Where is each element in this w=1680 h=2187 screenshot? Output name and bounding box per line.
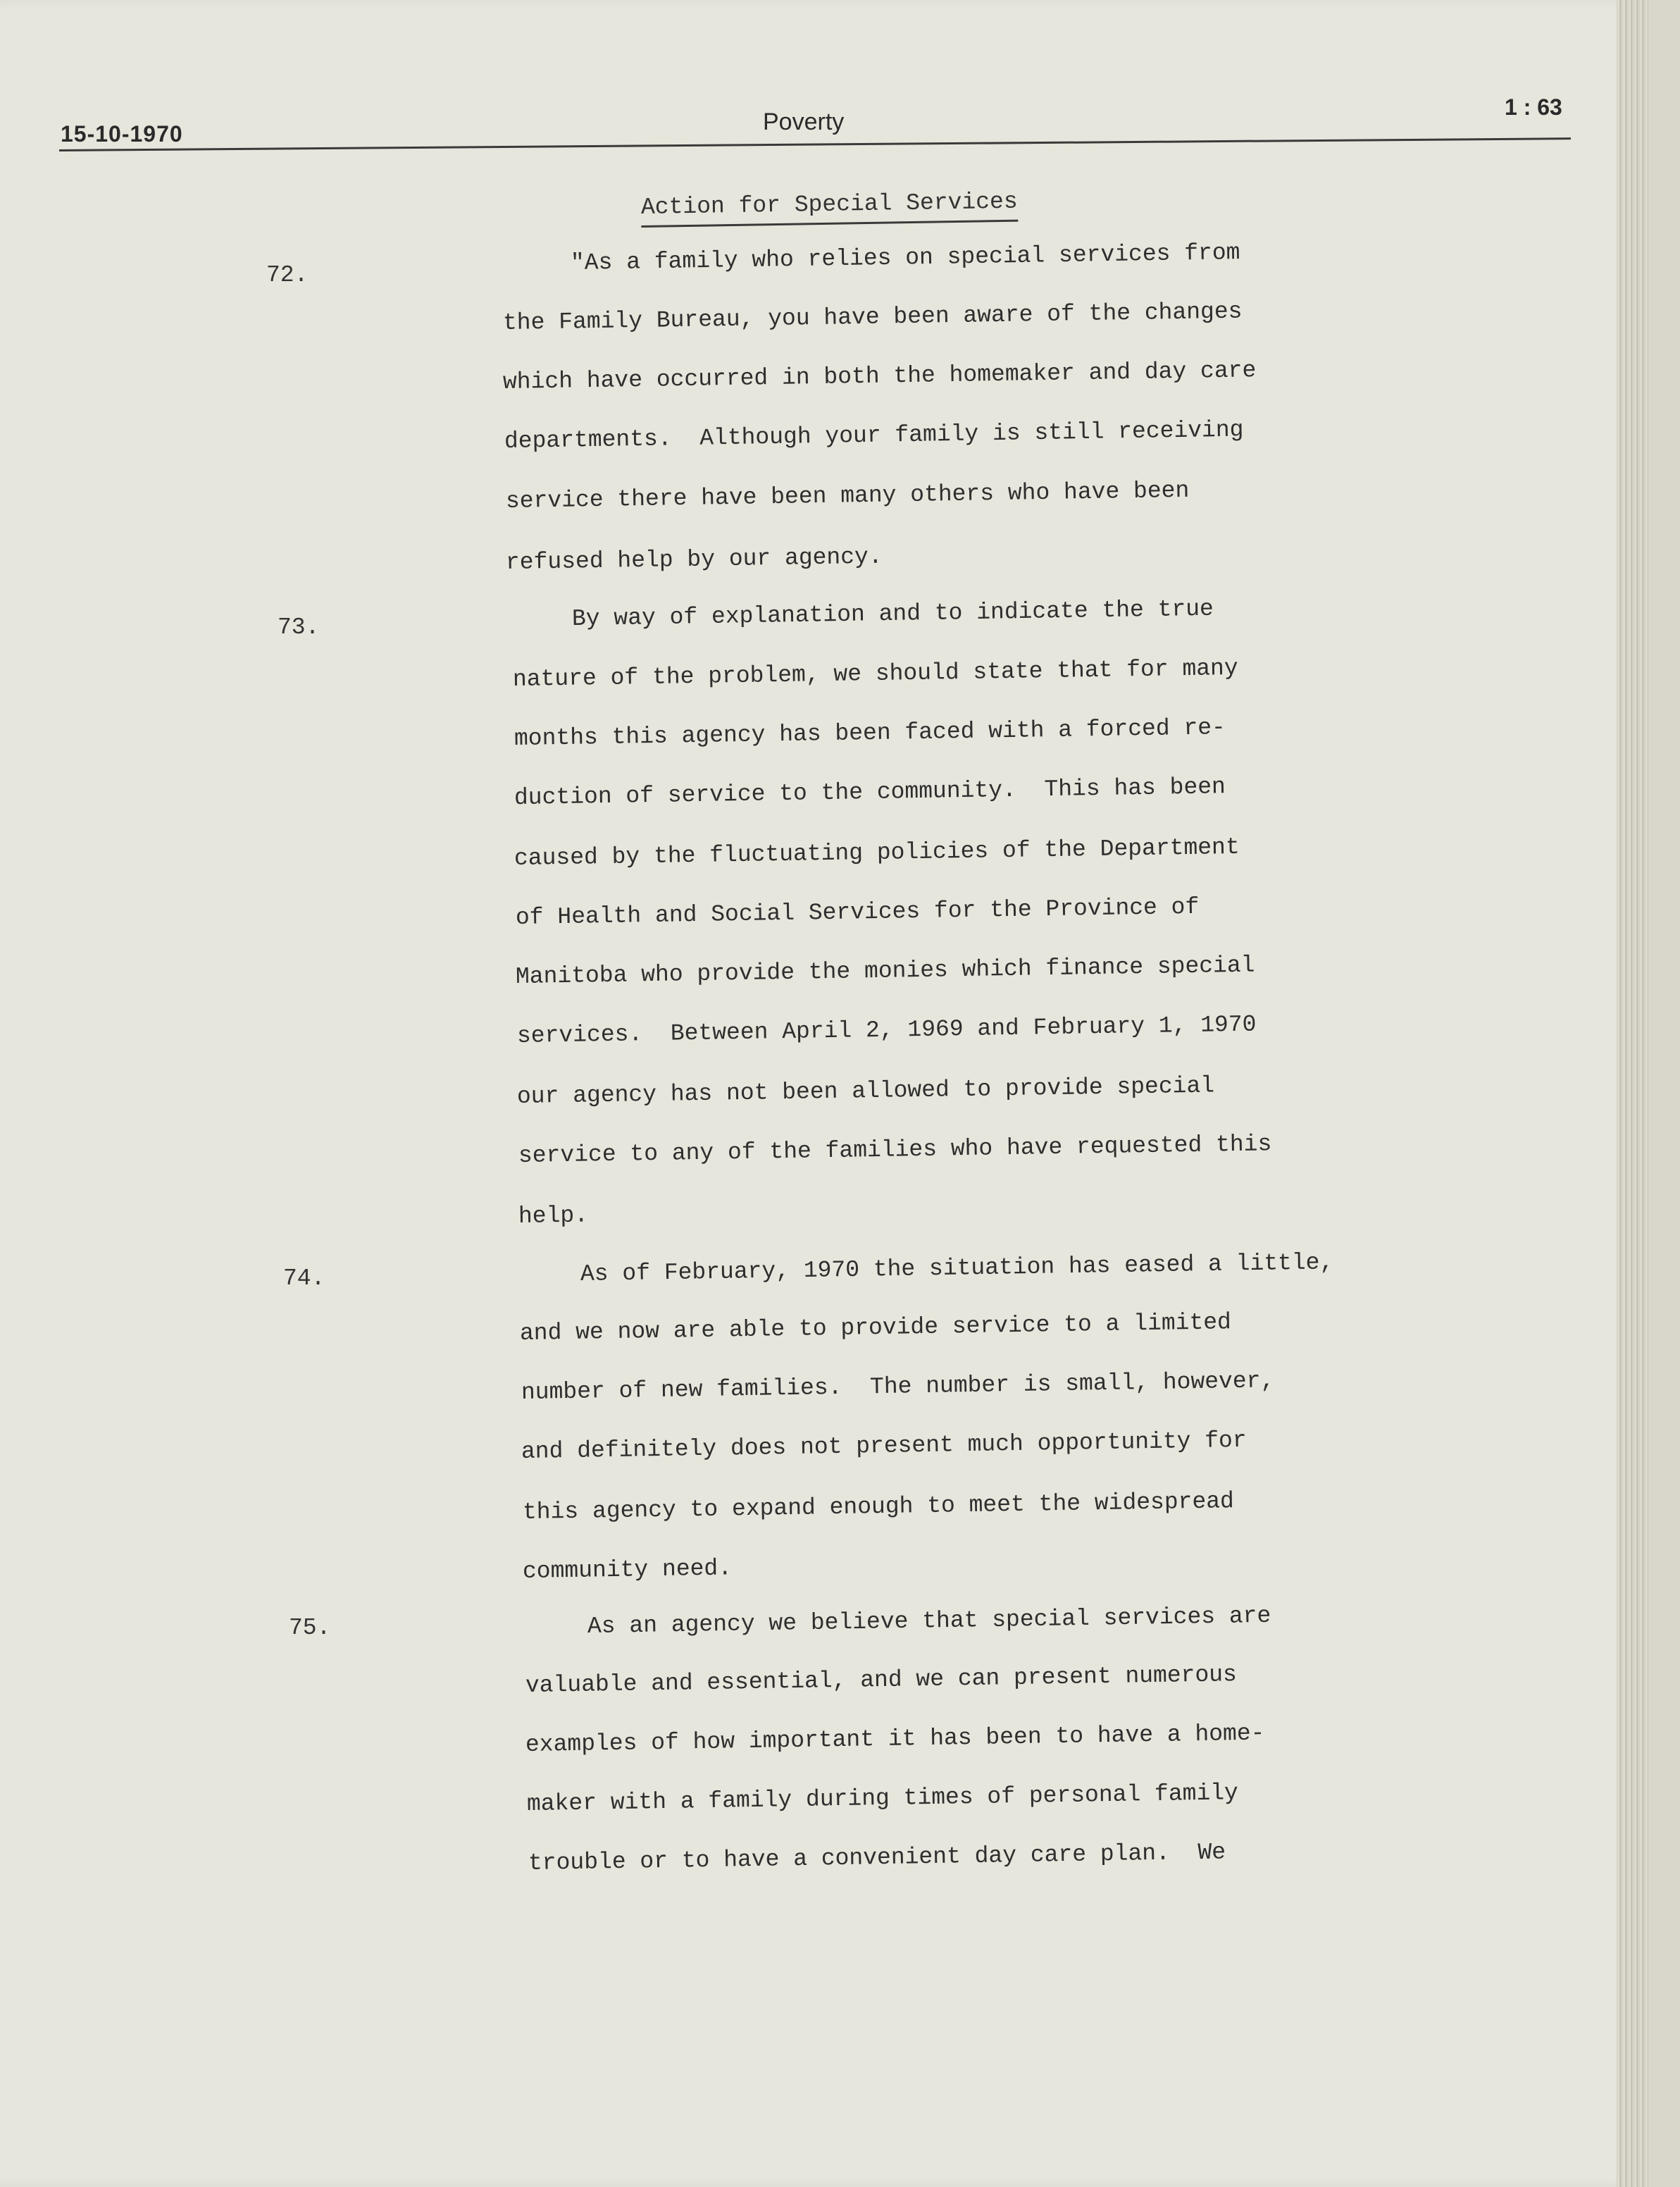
paragraph-number: 72. [266, 262, 309, 288]
text-line: the Family Bureau, you have been aware of the changes [502, 298, 1243, 336]
text-line: of Health and Social Services for the Province of [515, 893, 1200, 931]
text-line: valuable and essential, and we can present numerous [525, 1661, 1238, 1699]
text-line: community need. [522, 1555, 733, 1585]
paragraph-number: 73. [278, 614, 320, 640]
text-line: months this agency has been faced with a forced re- [514, 714, 1226, 752]
text-line: our agency has not been allowed to provide special [516, 1072, 1215, 1110]
text-line: departments. Although your family is still receiving [504, 416, 1244, 454]
text-line: As of February, 1970 the situation has eased a little, [580, 1249, 1334, 1287]
text-line: nature of the problem, we should state that for many [512, 655, 1238, 693]
text-line: refused help by our agency. [505, 543, 883, 576]
text-line: this agency to expand enough to meet the widespread [522, 1488, 1235, 1525]
page-stack-edge [1617, 0, 1648, 2187]
text-line: Manitoba who provide the monies which finance special [515, 952, 1255, 990]
text-line: duction of service to the community. This has been [514, 774, 1226, 811]
header-title: Poverty [763, 109, 845, 135]
text-line: number of new families. The number is small, however, [521, 1368, 1275, 1406]
text-line: service to any of the families who have requested this [518, 1131, 1272, 1169]
text-line: "As a family who relies on special services from [570, 240, 1240, 276]
text-line: and definitely does not present much opportunity for [521, 1427, 1247, 1465]
paragraph-number: 74. [283, 1265, 325, 1291]
paragraph-number: 75. [289, 1615, 331, 1641]
text-line: and we now are able to provide service to a limited [519, 1309, 1232, 1346]
text-line: trouble or to have a convenient day care plan. We [528, 1839, 1226, 1876]
header-date: 15-10-1970 [61, 121, 183, 147]
header-page-number: 1 : 63 [1505, 94, 1562, 120]
text-line: By way of explanation and to indicate the true [571, 595, 1214, 632]
header-rule [59, 137, 1571, 151]
text-line: help. [518, 1202, 589, 1229]
text-line: services. Between April 2, 1969 and February 1, 1970 [516, 1011, 1257, 1049]
text-line: examples of how important it has been to have a home- [525, 1720, 1265, 1758]
text-line: As an agency we believe that special services are [587, 1602, 1271, 1640]
text-line: service there have been many others who have been [505, 477, 1190, 514]
text-line: which have occurred in both the homemaker and day care [502, 357, 1257, 395]
section-title: Action for Special Services [640, 188, 1018, 221]
text-line: maker with a family during times of personal family [526, 1780, 1239, 1817]
text-line: caused by the fluctuating policies of the Department [514, 834, 1240, 872]
